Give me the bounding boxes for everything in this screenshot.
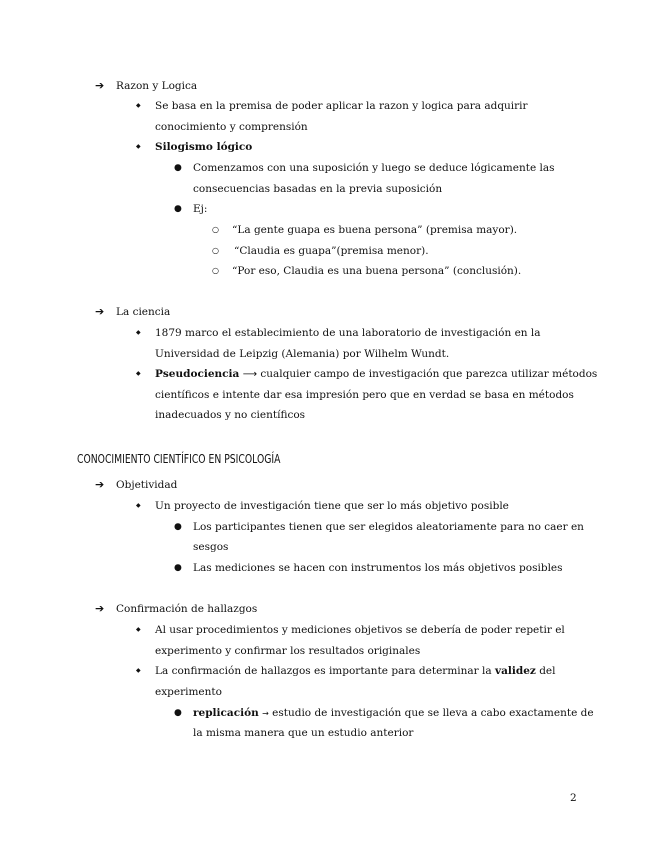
text-line: Las mediciones se hacen con instrumentos los más objetivos posibles <box>193 562 563 574</box>
diamond-bullet-icon: ◆ <box>136 502 141 509</box>
text-line: científicos e intente dar esa impresión pero que en verdad se basa en métodos <box>155 389 574 401</box>
bold-term: replicación <box>193 707 259 719</box>
text-fragment: del <box>535 665 556 677</box>
circle-bullet-icon: ○ <box>212 246 219 255</box>
text-line: experimento <box>155 686 222 698</box>
diamond-bullet-icon: ◆ <box>136 329 141 336</box>
long-arrow-icon: ⟶ <box>242 369 258 380</box>
text-fragment: La confirmación de hallazgos es importante para determinar la <box>155 665 495 677</box>
diamond-bullet-icon: ◆ <box>136 667 141 674</box>
section-heading: CONOCIMIENTO CIENTÍFICO EN PSICOLOGÍA <box>77 451 281 466</box>
small-arrow-icon: → <box>262 709 269 718</box>
text-line: Los participantes tienen que ser elegidos aleatoriamente para no caer en <box>193 521 584 533</box>
arrow-bullet-icon: ➔ <box>95 79 105 92</box>
circle-bullet-icon: ○ <box>212 266 219 275</box>
dot-bullet-icon: ● <box>174 204 182 214</box>
text-line: consecuencias basadas en la previa suposición <box>193 183 443 195</box>
text-line: Un proyecto de investigación tiene que ser lo más objetivo posible <box>155 500 509 512</box>
section-title-razon-logica: Razon y Logica <box>116 80 198 92</box>
dot-bullet-icon: ● <box>174 563 182 573</box>
text-line: conocimiento y comprensión <box>155 121 308 133</box>
text-line: Al usar procedimientos y mediciones objetivos se debería de poder repetir el <box>155 624 565 636</box>
dot-bullet-icon: ● <box>174 708 182 718</box>
text-line: inadecuados y no científicos <box>155 409 306 421</box>
example-line: “Por eso, Claudia es una buena persona” (conclusión). <box>232 265 522 277</box>
bold-term: validez <box>494 665 536 677</box>
text-line-pseudociencia <box>155 367 597 382</box>
text-line: Universidad de Leipzig (Alemania) por Wilhelm Wundt. <box>155 348 450 360</box>
text-line: sesgos <box>193 541 229 553</box>
bullet-title-silogismo <box>155 140 252 154</box>
text-fragment: cualquier campo de investigación que parezca utilizar métodos <box>257 368 598 380</box>
text-line-validez <box>155 664 556 678</box>
arrow-bullet-icon: ➔ <box>95 602 105 615</box>
diamond-bullet-icon: ◆ <box>136 370 141 377</box>
bold-term: Pseudociencia <box>155 368 240 380</box>
text-line: experimento y confirmar los resultados originales <box>155 645 421 657</box>
arrow-bullet-icon: ➔ <box>95 305 105 318</box>
text-line: 1879 marco el establecimiento de una laboratorio de investigación en la <box>155 327 541 339</box>
section-title-confirmacion: Confirmación de hallazgos <box>116 603 258 615</box>
example-line: “La gente guapa es buena persona” (premisa mayor). <box>232 224 518 236</box>
text-line: Comenzamos con una suposición y luego se deduce lógicamente las <box>193 162 555 174</box>
example-line: “Claudia es guapa”(premisa menor). <box>234 245 429 257</box>
diamond-bullet-icon: ◆ <box>136 626 141 633</box>
section-title-objetividad: Objetividad <box>116 479 178 491</box>
text-line: la misma manera que un estudio anterior <box>193 727 414 739</box>
dot-bullet-icon: ● <box>174 522 182 532</box>
section-title-la-ciencia: La ciencia <box>116 306 171 318</box>
text-line: Ej: <box>193 203 208 215</box>
page-number: 2 <box>570 792 577 804</box>
diamond-bullet-icon: ◆ <box>136 102 141 109</box>
text-line-replicacion <box>193 706 594 721</box>
dot-bullet-icon: ● <box>174 163 182 173</box>
diamond-bullet-icon: ◆ <box>136 143 141 150</box>
bold-term: Silogismo lógico <box>155 141 253 153</box>
circle-bullet-icon: ○ <box>212 225 219 234</box>
text-line: Se basa en la premisa de poder aplicar la razon y logica para adquirir <box>155 100 528 112</box>
arrow-bullet-icon: ➔ <box>95 478 105 491</box>
text-fragment: estudio de investigación que se lleva a cabo exactamente de <box>268 707 594 719</box>
